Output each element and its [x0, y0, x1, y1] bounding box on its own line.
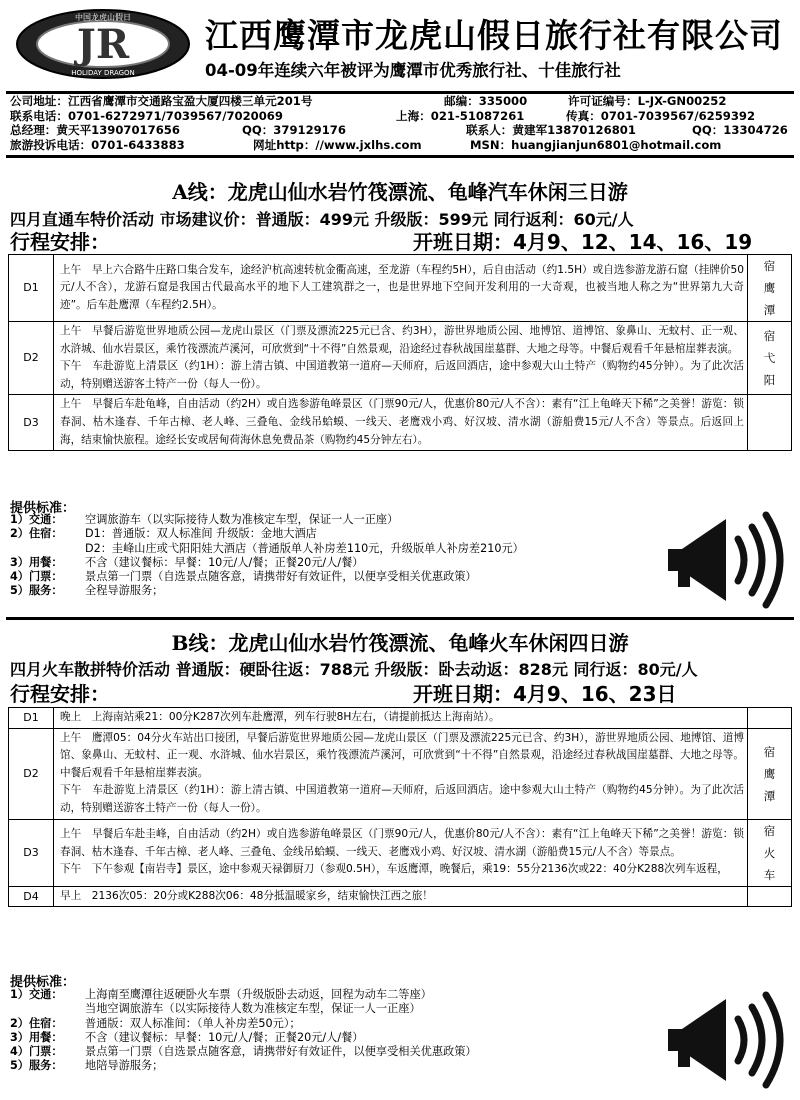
list-item: 2）住宿： D1：普通版：双人标准间 升级版：金地大酒店 — [10, 527, 317, 541]
megaphone-icon — [648, 505, 788, 610]
route-a-standards-title: 提供标准： — [10, 501, 76, 516]
list-item: D2：圭峰山庄或弋阳阳娃大酒店（普通版单人补房差110元，升级版单人补房差210元） — [85, 541, 524, 555]
postcode: 邮编：335000 — [444, 94, 528, 108]
shanghai-phone: 上海：021-51087261 — [396, 108, 525, 123]
manager-qq: QQ：379129176 — [242, 123, 346, 137]
list-item: 1）交通： 上海南至鹰潭往返硬卧火车票（升级版卧去动返，回程为动车二等座） — [10, 988, 432, 1001]
company-name: 江西鹰潭市龙虎山假日旅行社有限公司 — [205, 16, 783, 55]
header — [0, 0, 800, 92]
day-description — [54, 255, 748, 322]
route-a-standards — [10, 513, 650, 599]
phone-numbers: 联系电话：0701-6272971/7039567/7020069 — [10, 108, 283, 123]
table-row — [9, 819, 792, 886]
day-segment: 下午 车赴游览上清景区（约1H）：游上清古镇、中国道教第一道府—天师府，后返回酒店，途中参观大山土特产（购物约45分钟）。为了此次活动，特别赠送游客土特产一份（每人一份）。 — [60, 360, 744, 390]
day-description — [54, 728, 748, 819]
megaphone-icon — [648, 985, 788, 1090]
list-item: 5）服务： 全程导游服务； — [10, 584, 164, 598]
website-link[interactable]: 网址http：//www.jxlhs.com — [253, 137, 422, 152]
list-item: 当地空调旅游车（以实际接待人数为准核定车型，保证一人一正座） — [85, 1002, 421, 1016]
overnight-stay: 宿 火 车 — [748, 819, 792, 886]
day-segment: 上午 早餐后游览世界地质公园—龙虎山景区（门票及漂流225元已含、约3H），游世界地质公园、地博馆、道博馆、象鼻山、无蚊村、正一观、水浒城、仙水岩景区，乘竹筏漂流芦溪河，可欣赏到“十不得”自然景观，沿途经过春秋战国崖墓群、大地之母等。中餐后观看千年悬棺崖葬表演。 — [60, 325, 744, 355]
overnight-stay: 宿 鹰 潭 — [748, 728, 792, 819]
overnight-stay — [748, 886, 792, 907]
license-number: 许可证编号：L-JX-GN00252 — [568, 94, 727, 108]
day-segment: 早上 2136次05：20分或K288次06：48分抵温暖家乡，结束愉快江西之旅！ — [60, 889, 433, 902]
company-address: 公司地址：江西省鹰潭市交通路宝盈大厦四楼三单元201号 — [10, 94, 313, 108]
contact-qq: QQ：13304726 — [692, 123, 788, 137]
route-a-schedule-row — [10, 226, 795, 255]
route-b-schedule-label: 行程安排： — [10, 682, 110, 706]
route-a-title: A线：龙虎山仙水岩竹筏漂流、龟峰汽车休闲三日游 — [172, 180, 628, 204]
day-segment: 晚上 上海南站乘21：00分K287次列车赴鹰潭，列车行驶8H左右，（请提前抵达上海南站）。 — [60, 711, 500, 723]
table-row — [9, 255, 792, 322]
day-segment: 上午 早餐后车赴龟峰，自由活动（约2H）或自选参游龟峰景区（门票90元/人，优惠价80元/人不含）：素有“江上龟峰天下稀”之美誉！游览：锁春洞、枯木逢春、千年古樟、老人峰、三叠龟、金线吊蛤蟆、一线天、老鹰戏小鸡、好汉坡、清水湖（游船费15元/人不含）等景点。后返回上海，结束愉快旅程。途经长安或居甸荷海休息免费品茶（购物约45分钟左右）。 — [60, 398, 744, 446]
list-item: 1）交通： 空调旅游车（以实际接待人数为准核定车型，保证一人一正座） — [10, 513, 399, 526]
day-description — [54, 708, 748, 729]
route-a-price: 四月直通车特价活动 市场建议价：普通版：499元 升级版：599元 同行返利：60元/人 — [10, 210, 634, 229]
table-row — [9, 886, 792, 907]
day-label: D1 — [9, 708, 54, 729]
day-label: D2 — [9, 322, 54, 395]
day-segment: 下午 车赴游览上清景区（约1H）：游上清古镇、中国道教第一道府—天师府，后返回酒店。途中参观大山土特产（购物约45分钟）。为了此次活动，特别赠送游客土特产一份（每人一份）。 — [60, 784, 744, 814]
day-label: D2 — [9, 728, 54, 819]
company-logo — [14, 8, 192, 80]
overnight-stay — [748, 395, 792, 451]
contact-block — [10, 94, 790, 152]
overnight-stay: 宿 弋 阳 — [748, 322, 792, 395]
day-description — [54, 395, 748, 451]
day-segment: 下午 下午参观【南岩寺】景区，途中参观天禄御厨刀（参观0.5H），车返鹰潭，晚餐后，乘19：55分2136次或22：40分K288次列车返程， — [60, 863, 728, 876]
contact-person: 联系人：黄建军13870126801 — [466, 123, 636, 137]
route-b-itinerary — [8, 707, 792, 907]
table-row — [9, 395, 792, 451]
day-segment: 上午 鹰潭05：04分火车站出口接团，早餐后游览世界地质公园—龙虎山景区（门票及漂流225元已含、约3H），游世界地质公园、地博馆、道博馆、象鼻山、无蚊村、正一观、水浒城、仙水岩景区，乘竹筏漂流芦溪河，可欣赏到“十不得”自然景观，沿途经过春秋战国崖墓群、大地之母等。中餐后观看千年悬棺崖葬表演。 — [60, 731, 744, 779]
complaint-phone: 旅游投诉电话：0701-6433883 — [10, 137, 185, 152]
route-b-schedule-row — [10, 678, 795, 707]
section-divider — [6, 617, 794, 620]
overnight-stay: 宿 鹰 潭 — [748, 255, 792, 322]
company-subtitle: 04-09年连续六年被评为鹰潭市优秀旅行社、十佳旅行社 — [205, 61, 621, 80]
list-item: 4）门票： 景点第一门票（自选景点随客意，请携带好有效证件，以便享受相关优惠政策） — [10, 1045, 477, 1059]
list-item: 4）门票： 景点第一门票（自选景点随客意，请携带好有效证件，以便享受相关优惠政策） — [10, 570, 477, 584]
route-b-title: B线：龙虎山仙水岩竹筏漂流、龟峰火车休闲四日游 — [171, 631, 629, 655]
table-row — [9, 728, 792, 819]
logo-ring-top: 中国龙虎山假日 — [75, 13, 131, 22]
day-segment: 上午 早上六合路牛庄路口集合发车，途经沪杭高速转杭金衢高速，至龙游（车程约5H），后自由活动（约1.5H）或自选参游龙游石窟（挂牌价50元/人不含），龙游石窟是我国古代最高水平的地下人工建筑群之一，也是世界地下空间开发利用的一大奇观，也被当地人称之为“世界第九大奇迹”。后车赴鹰潭（车程约2.5H）。 — [60, 263, 744, 311]
general-manager: 总经理：黄天平13907017656 — [10, 123, 180, 137]
day-label: D3 — [9, 395, 54, 451]
day-label: D4 — [9, 886, 54, 907]
route-a-itinerary — [8, 254, 792, 451]
route-b-standards — [10, 988, 650, 1074]
contact-divider — [6, 155, 794, 158]
route-b-standards-title: 提供标准： — [10, 975, 76, 990]
route-b-price: 四月火车散拼特价活动 普通版：硬卧往返：788元 升级版：卧去动返：828元 同行返：80元/人 — [10, 660, 698, 679]
day-label: D3 — [9, 819, 54, 886]
day-description — [54, 322, 748, 395]
list-item: 3）用餐： 不含（建议餐标：早餐：10元/人/餐；正餐20元/人/餐） — [10, 1030, 364, 1044]
msn-contact[interactable]: MSN：huangjianjun6801@hotmail.com — [470, 137, 722, 152]
route-a-schedule-label: 行程安排： — [10, 230, 110, 254]
overnight-stay — [748, 708, 792, 729]
day-segment: 上午 早餐后车赴圭峰，自由活动（约2H）或自选参游龟峰景区（门票90元/人，优惠价80元/人不含）：素有“江上龟峰天下稀”之美誉！游览：锁春洞、枯木逢春、千年古樟、老人峰、三叠龟、金线吊蛤蟆、一线天、老鹰戏小鸡、好汉坡、清水湖（游船费15元/人不含）等景点。 — [60, 828, 744, 858]
day-description — [54, 886, 748, 907]
route-a-dates: 开班日期：4月9、12、14、16、19 — [413, 230, 753, 254]
day-label: D1 — [9, 255, 54, 322]
list-item: 3）用餐： 不含（建议餐标：早餐：10元/人/餐；正餐20元/人/餐） — [10, 555, 364, 569]
list-item: 5）服务： 地陪导游服务； — [10, 1059, 164, 1073]
table-row — [9, 708, 792, 729]
logo-ring-bottom: HOLIDAY DRAGON — [71, 69, 135, 77]
fax-numbers: 传真：0701-7039567/6259392 — [566, 108, 756, 123]
route-b-dates: 开班日期：4月9、16、23日 — [413, 682, 677, 706]
list-item: 2）住宿： 普通版：双人标准间：（单人补房差50元）； — [10, 1016, 301, 1030]
day-description — [54, 819, 748, 886]
logo-monogram: JR — [76, 21, 130, 68]
table-row — [9, 322, 792, 395]
